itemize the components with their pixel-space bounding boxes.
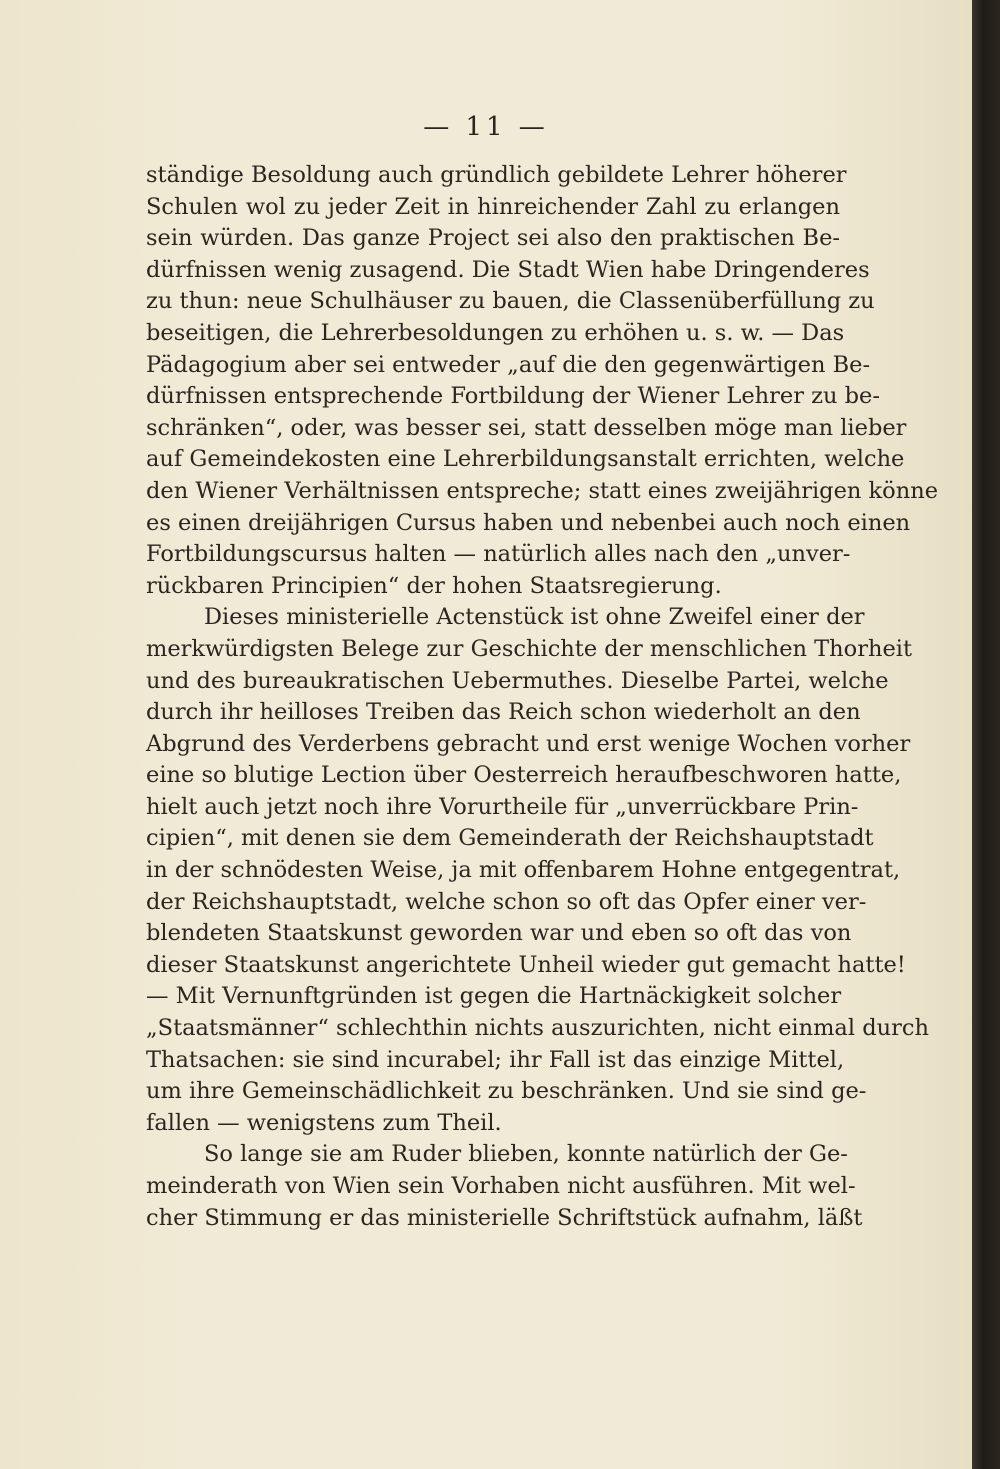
text-line: es einen dreijährigen Cursus haben und nebenbei auch noch einen — [146, 509, 911, 536]
text-line: fallen — wenigstens zum Theil. — [146, 1109, 502, 1136]
text-line: So lange sie am Ruder blieben, konnte natürlich der Ge- — [204, 1141, 848, 1168]
book-spine-edge — [972, 0, 1000, 1469]
text-line: Abgrund des Verderbens gebracht und erst wenige Wochen vorher — [146, 730, 911, 757]
text-line: in der schnödesten Weise, ja mit offenbarem Hohne entgegentrat, — [146, 857, 901, 884]
text-line: Fortbildungscursus halten — natürlich alles nach den „unver- — [146, 541, 851, 568]
text-line: Schulen wol zu jeder Zeit in hinreichender Zahl zu erlangen — [146, 193, 840, 220]
text-line: merkwürdigsten Belege zur Geschichte der menschlichen Thorheit — [146, 635, 912, 662]
text-line: — Mit Vernunftgründen ist gegen die Hartnäckigkeit solcher — [146, 983, 842, 1010]
body-text — [146, 160, 939, 1234]
text-line: cher Stimmung er das ministerielle Schriftstück aufnahm, läßt — [146, 1204, 863, 1231]
text-line: auf Gemeindekosten eine Lehrerbildungsanstalt errichten, welche — [146, 446, 905, 473]
text-line: zu thun: neue Schulhäuser zu bauen, die Classenüberfüllung zu — [146, 288, 875, 315]
text-line: „Staatsmänner“ schlechthin nichts auszurichten, nicht einmal durch — [146, 1015, 929, 1042]
text-line: sein würden. Das ganze Project sei also den praktischen Be- — [146, 225, 840, 252]
text-line: durch ihr heilloses Treiben das Reich schon wiederholt an den — [146, 699, 861, 726]
text-line: und des bureaukratischen Uebermuthes. Dieselbe Partei, welche — [146, 667, 889, 694]
text-line: um ihre Gemeinschädlichkeit zu beschränken. Und sie sind ge- — [146, 1078, 867, 1105]
text-line: der Reichshauptstadt, welche schon so oft das Opfer einer ver- — [146, 888, 867, 915]
text-line: eine so blutige Lection über Oesterreich heraufbeschworen hatte, — [146, 762, 902, 789]
page-number: — 11 — — [423, 112, 549, 142]
text-line: beseitigen, die Lehrerbesoldungen zu erhöhen u. s. w. — Das — [146, 319, 845, 346]
text-line: dieser Staatskunst angerichtete Unheil wieder gut gemacht hatte! — [146, 951, 906, 978]
text-line: Dieses ministerielle Actenstück ist ohne Zweifel einer der — [204, 604, 865, 631]
text-line: den Wiener Verhältnissen entspreche; statt eines zweijährigen könne — [146, 477, 939, 504]
text-line: meinderath von Wien sein Vorhaben nicht ausführen. Mit wel- — [146, 1173, 856, 1199]
text-line: schränken“, oder, was besser sei, statt desselben möge man lieber — [146, 414, 907, 441]
text-line: rückbaren Principien“ der hohen Staatsregierung. — [146, 572, 722, 599]
text-line: blendeten Staatskunst geworden war und eben so oft das von — [146, 920, 852, 947]
text-line: Pädagogium aber sei entweder „auf die den gegenwärtigen Be- — [146, 351, 871, 378]
text-line: hielt auch jetzt noch ihre Vorurtheile für „unverrückbare Prin- — [146, 793, 859, 820]
text-line: dürfnissen entsprechende Fortbildung der Wiener Lehrer zu be- — [146, 383, 880, 410]
text-line: ständige Besoldung auch gründlich gebildete Lehrer höherer — [146, 162, 847, 188]
text-line: dürfnissen wenig zusagend. Die Stadt Wien habe Dringenderes — [146, 256, 870, 283]
text-line: Thatsachen: sie sind incurabel; ihr Fall ist das einzige Mittel, — [146, 1046, 845, 1073]
text-line: cipien“, mit denen sie dem Gemeinderath der Reichshauptstadt — [146, 825, 874, 852]
